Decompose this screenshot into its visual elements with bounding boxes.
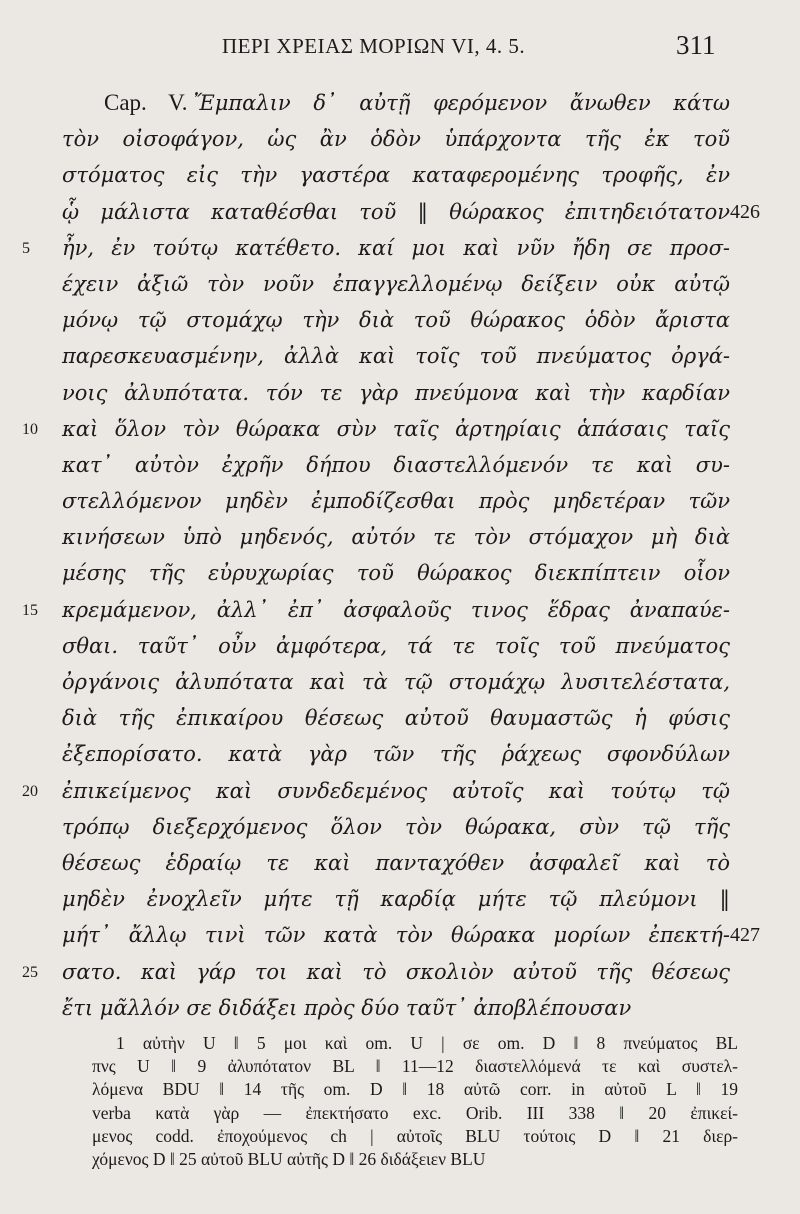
- page-header: [0, 28, 800, 68]
- line-text: τρόπῳ διεξερχόμενος ὅλον τὸν θώρακα, σὺν τῷ τῆς: [62, 814, 730, 839]
- line-text: [104, 85, 730, 121]
- line-number: 15: [22, 601, 38, 619]
- text-line: [0, 917, 800, 953]
- text-line: [0, 483, 800, 519]
- line-text: σθαι. ταῦτ᾿ οὖν ἀμφότερα, τά τε τοῖς τοῦ πνεύματος: [62, 633, 730, 658]
- footnote-line: 1 αὐτὴν U ‖ 5 μοι καὶ om. U | σε om. D ‖ 8 πνεύματος BL: [116, 1033, 738, 1053]
- margin-reference: 427: [730, 924, 760, 947]
- running-head: ΠΕΡΙ ΧΡΕΙΑΣ ΜΟΡΙΩΝ VI, 4. 5.: [222, 34, 526, 58]
- text-line: [0, 628, 800, 664]
- line-text: μήτ᾿ ἄλλῳ τινὶ τῶν κατὰ τὸν θώρακα μορίων ἐπεκτή-: [62, 923, 730, 948]
- text-line: [0, 194, 800, 230]
- line-text: κρεμάμενον, ἀλλ᾿ ἐπ᾿ ἀσφαλοῦς τινος ἕδρας ἀναπαύε-: [62, 597, 730, 622]
- chapter-label: Cap. V.: [104, 90, 188, 115]
- line-text: ὀργάνοις ἀλυπότατα καὶ τὰ τῷ στομάχῳ λυσιτελέστατα,: [62, 670, 730, 694]
- footnote-line: χόμενος D ‖ 25 αὐτοῦ BLU αὐτῆς D ‖ 26 διδάξειεν BLU: [92, 1148, 486, 1169]
- line-number: 5: [22, 239, 30, 257]
- text-line: [0, 736, 800, 772]
- line-text: ἔτι μᾶλλόν σε διδάξει πρὸς δύο ταῦτ᾿ ἀποβλέπουσαν: [62, 995, 632, 1020]
- text-line: [0, 230, 800, 266]
- line-text: σατο. καὶ γάρ τοι καὶ τὸ σκολιὸν αὐτοῦ τῆς θέσεως: [62, 959, 730, 984]
- line-text: ἦν, ἐν τούτῳ κατέθετο. καί μοι καὶ νῦν ἤδη σε προσ-: [62, 235, 730, 260]
- line-number: 25: [22, 963, 38, 981]
- line-text: κινήσεων ὑπὸ μηδενός, αὐτόν τε τὸν στόμαχον μὴ διὰ: [62, 525, 730, 550]
- critical-apparatus: [92, 1032, 738, 1171]
- line-text: καὶ ὅλον τὸν θώρακα σὺν ταῖς ἀρτηρίαις ἁπάσαις ταῖς: [62, 416, 730, 441]
- text-line: [0, 519, 800, 555]
- line-text: τὸν οἰσοφάγον, ὡς ἂν ὁδὸν ὑπάρχοντα τῆς ἐκ τοῦ: [62, 127, 730, 152]
- text-line: [0, 700, 800, 736]
- line-text: θέσεως ἑδραίῳ τε καὶ πανταχόθεν ἀσφαλεῖ καὶ τὸ: [62, 850, 730, 875]
- footnote-line: πνς U ‖ 9 ἀλυπότατον BL ‖ 11—12 διαστελλόμενά τε καὶ συστελ-: [92, 1056, 738, 1077]
- text-line: [0, 121, 800, 157]
- text-line: [0, 990, 800, 1026]
- line-number: 20: [22, 782, 38, 800]
- text-line: [0, 809, 800, 845]
- text-line: [0, 592, 800, 628]
- line-text: έχειν ἀξιῶ τὸν νοῦν ἐπαγγελλομένῳ δείξειν οὐκ αὐτῷ: [62, 271, 730, 296]
- line-text: διὰ τῆς ἐπικαίρου θέσεως αὐτοῦ θαυμαστῶς ἡ φύσις: [62, 706, 730, 731]
- page-number: 311: [676, 30, 716, 60]
- margin-reference: 426: [730, 200, 760, 223]
- line-text: μέσης τῆς εὐρυχωρίας τοῦ θώρακος διεκπίπτειν οἷον: [62, 561, 730, 586]
- text-line: [0, 664, 800, 700]
- line-text: στόματος εἰς τὴν γαστέρα καταφερομένης τροφῆς, ἐν: [62, 163, 730, 188]
- line-text: νοις ἀλυπότατα. τόν τε γὰρ πνεύμονα καὶ τὴν καρδίαν: [62, 380, 730, 405]
- text-line: [0, 157, 800, 193]
- text-line: [0, 302, 800, 338]
- text-line: [0, 881, 800, 917]
- text-line: [0, 773, 800, 809]
- text-line: [0, 375, 800, 411]
- text-line: [0, 411, 800, 447]
- line-text: μόνῳ τῷ στομάχῳ τὴν διὰ τοῦ θώρακος ὁδὸν ἄριστα: [62, 308, 730, 333]
- text-line: [0, 954, 800, 990]
- footnote-line: λόμενα BDU ‖ 14 τῆς om. D ‖ 18 αὐτῶ corr. in αὐτοῦ L ‖ 19: [92, 1079, 738, 1100]
- text-line: [0, 338, 800, 374]
- line-text: ἐπικείμενος καὶ συνδεδεμένος αὐτοῖς καὶ τούτῳ τῷ: [62, 778, 730, 803]
- line-text: στελλόμενον μηδὲν ἐμποδίζεσθαι πρὸς μηδετέραν τῶν: [62, 489, 730, 514]
- footnote-line: verba κατὰ γὰρ — ἐπεκτήσατο exc. Orib. III 338 ‖ 20 ἐπικεί-: [92, 1102, 738, 1123]
- line-text: ἐξεπορίσατο. κατὰ γὰρ τῶν τῆς ῥάχεως σφονδύλων: [62, 742, 730, 767]
- text-line: [0, 85, 800, 121]
- line-text: μηδὲν ἐνοχλεῖν μήτε τῇ καρδίᾳ μήτε τῷ πλεύμονι ‖: [62, 887, 730, 912]
- text-line: [0, 447, 800, 483]
- line-text: κατ᾿ αὐτὸν ἐχρῆν δήπου διαστελλόμενόν τε καὶ συ-: [62, 452, 730, 477]
- line-text: ᾧ μάλιστα καταθέσθαι τοῦ ‖ θώρακος ἐπιτηδειότατον: [62, 199, 730, 224]
- footnote-line: μενος codd. ἐποχούμενος ch | αὐτοῖς BLU τούτοις D ‖ 21 διερ-: [92, 1125, 738, 1146]
- text-line: [0, 555, 800, 591]
- line-content: Ἔμπαλιν δ᾿ αὐτῇ φερόμενον ἄνωθεν κάτω: [193, 91, 730, 115]
- text-line: [0, 845, 800, 881]
- text-line: [0, 266, 800, 302]
- main-text: [0, 85, 800, 1026]
- line-text: παρεσκευασμένην, ἀλλὰ καὶ τοῖς τοῦ πνεύματος ὀργά-: [62, 344, 730, 369]
- line-number: 10: [22, 420, 38, 438]
